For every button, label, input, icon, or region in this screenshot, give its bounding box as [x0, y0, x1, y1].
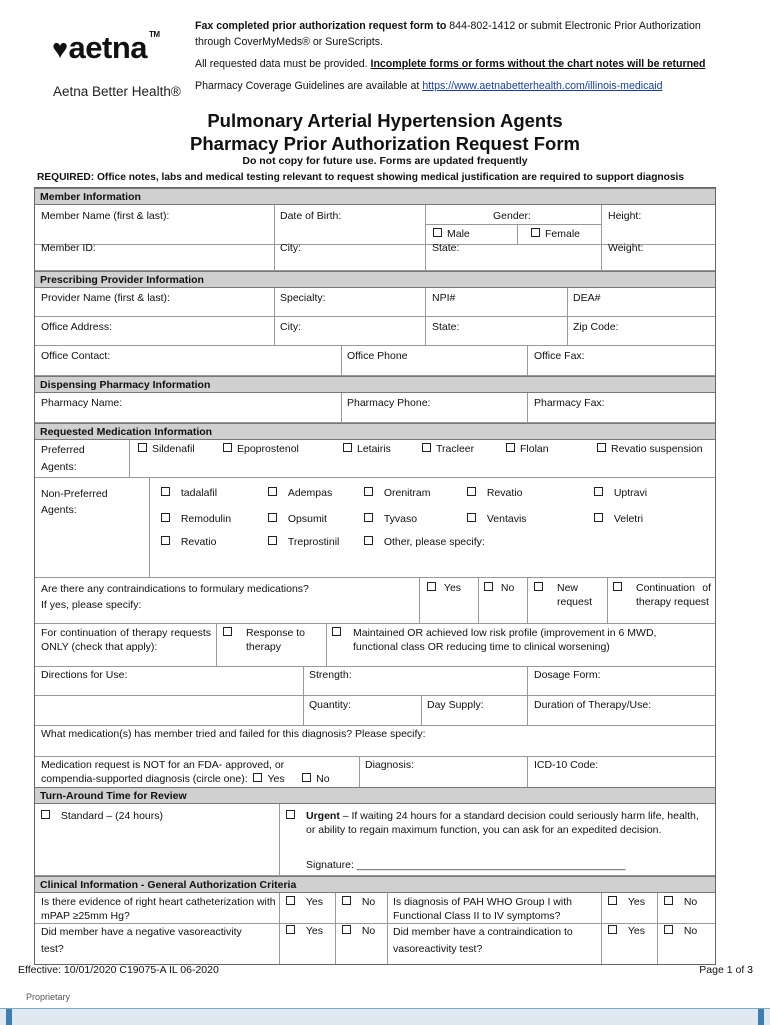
proprietary-label: Proprietary: [26, 992, 71, 1002]
pharmacy-row: [35, 393, 715, 423]
section-pharmacy: Dispensing Pharmacy Information: [35, 376, 715, 393]
icd-field[interactable]: ICD-10 Code:: [534, 759, 599, 771]
preferred-option[interactable]: [597, 442, 703, 456]
q1-yes-option[interactable]: [286, 895, 323, 909]
zip-field[interactable]: Zip Code:: [573, 321, 619, 333]
not-fda-question: [41, 758, 331, 786]
quantity-row: [35, 696, 715, 726]
section-provider: Prescribing Provider Information: [35, 271, 715, 288]
strength-field[interactable]: Strength:: [309, 669, 352, 681]
checkbox[interactable]: [364, 513, 373, 522]
directions-row: [35, 667, 715, 696]
checkbox[interactable]: [286, 810, 295, 819]
q3-no-option[interactable]: [342, 924, 375, 938]
checkbox[interactable]: [364, 487, 373, 496]
clinical-q2: Is diagnosis of PAH WHO Group I with Functional Class II to IV symptoms?: [393, 896, 572, 922]
maintained-option[interactable]: [332, 626, 346, 640]
no-label: No: [361, 925, 376, 937]
checkbox[interactable]: [433, 228, 442, 237]
duration-field[interactable]: Duration of Therapy/Use:: [534, 699, 652, 711]
authorization-form: [34, 187, 716, 965]
provider-city-field[interactable]: City:: [280, 321, 301, 333]
section-member: Member Information: [35, 188, 715, 205]
option-label: Revatio suspension: [611, 443, 703, 455]
page-header: [0, 0, 770, 110]
requested-plain: All requested data must be provided.: [195, 58, 371, 70]
no-label: No: [683, 925, 698, 937]
checkbox[interactable]: [608, 896, 617, 905]
option-label: Sildenafil: [152, 443, 195, 455]
no-label: No: [500, 582, 515, 594]
option-label: Uptravi: [613, 487, 648, 499]
preferred-option[interactable]: [343, 442, 391, 456]
checkbox[interactable]: [506, 443, 515, 452]
office-fax-field[interactable]: Office Fax:: [534, 350, 585, 362]
checkbox[interactable]: [253, 773, 262, 782]
checkbox[interactable]: [608, 925, 617, 934]
checkbox[interactable]: [467, 513, 476, 522]
checkbox[interactable]: [41, 810, 50, 819]
guidelines-link[interactable]: https://www.aetnabetterhealth.com/illinois-medicaid: [422, 80, 663, 92]
female-label: Female: [545, 228, 581, 240]
clinical-q4: Did member have a contraindication to vasoreactivity test?: [393, 926, 573, 955]
section-clinical: Clinical Information - General Authorization Criteria: [35, 876, 715, 893]
urgent-option[interactable]: [286, 809, 300, 823]
effective-date: Effective: 10/01/2020 C19075-A IL 06-2020: [18, 964, 219, 976]
form-title-line1: Pulmonary Arterial Hypertension Agents: [207, 110, 563, 131]
provider-name-field[interactable]: Provider Name (first & last):: [41, 292, 170, 304]
option-label: Tyvaso: [383, 513, 418, 525]
requested-bold: Incomplete forms or forms without the chart notes will be returned: [370, 58, 706, 70]
yes-label: Yes: [627, 896, 645, 908]
specialty-field[interactable]: Specialty:: [280, 292, 326, 304]
nonpreferred-option[interactable]: [467, 512, 527, 526]
urgent-bold: Urgent: [306, 810, 340, 822]
checkbox[interactable]: [138, 443, 147, 452]
yes-label: Yes: [627, 925, 645, 937]
q1-no-option[interactable]: [342, 895, 375, 909]
gender-male-option[interactable]: [433, 227, 470, 241]
checkbox[interactable]: [223, 443, 232, 452]
q4-no-option[interactable]: [664, 924, 697, 938]
checkbox[interactable]: [342, 896, 351, 905]
preferred-agents-label: Preferred Agents:: [41, 444, 85, 473]
contra-no-option[interactable]: [484, 581, 514, 595]
yes-label: Yes: [443, 582, 462, 594]
checkbox[interactable]: [427, 582, 436, 591]
contraindications-row: [35, 578, 715, 624]
gender-label: Gender:: [493, 210, 531, 222]
gender-female-option[interactable]: [531, 227, 580, 241]
member-id-field[interactable]: Member ID:: [41, 242, 96, 254]
nonpreferred-option[interactable]: [268, 512, 327, 526]
not-fda-text: Medication request is NOT for an FDA- approved, or compendia-supported diagnosis (circle one):: [41, 759, 285, 785]
nonpreferred-option[interactable]: [364, 486, 431, 500]
option-label: Orenitram: [383, 487, 431, 499]
member-state-field[interactable]: State:: [432, 242, 460, 254]
option-label: Other, please specify:: [383, 536, 485, 548]
checkbox[interactable]: [268, 513, 277, 522]
new-request-label: New request: [557, 582, 593, 608]
fax-line-bold: Fax completed prior authorization request form to: [195, 20, 447, 32]
fax-instructions: [195, 18, 735, 94]
aetna-logo: ♥aetna ™: [52, 30, 160, 65]
guidelines-text: Pharmacy Coverage Guidelines are available at: [195, 80, 423, 92]
continuation-only-label: For continuation of therapy requests ONLY (check that apply):: [41, 627, 211, 653]
no-label: No: [683, 896, 698, 908]
checkbox[interactable]: [597, 443, 606, 452]
form-subtitle: Do not copy for future use. Forms are updated frequently: [242, 155, 528, 167]
preferred-option[interactable]: [223, 442, 299, 456]
checkbox[interactable]: [161, 487, 170, 496]
heart-icon: ♥: [52, 34, 68, 64]
option-label: Opsumit: [287, 513, 327, 525]
dob-field[interactable]: Date of Birth:: [280, 210, 342, 222]
nonpreferred-option[interactable]: [161, 535, 216, 549]
response-option[interactable]: [223, 626, 237, 640]
option-label: Epoprostenol: [237, 443, 299, 455]
checkbox[interactable]: [664, 925, 673, 934]
clinical-row-1: [35, 893, 715, 923]
standard-label: Standard – (24 hours): [60, 810, 163, 822]
yes-label: Yes: [305, 925, 323, 937]
contra-q-line2: If yes, please specify:: [41, 599, 142, 611]
bottom-bar: [0, 1008, 770, 1025]
checkbox[interactable]: [467, 487, 476, 496]
option-label: Adempas: [287, 487, 333, 499]
yes-label: Yes: [267, 773, 285, 785]
logo-text: aetna: [68, 30, 148, 65]
clinical-q1: Is there evidence of right heart catheterization with mPAP ≥25mm Hg?: [41, 896, 276, 922]
directions-field[interactable]: Directions for Use:: [41, 669, 128, 681]
section-turnaround: Turn-Around Time for Review: [35, 787, 715, 804]
nonpreferred-option[interactable]: [268, 535, 339, 549]
nonpreferred-agents-label: Non-Preferred Agents:: [41, 488, 108, 516]
maintained-label: Maintained OR achieved low risk profile (improvement in 6 MWD, functional class OR reducing time to clinical worsening): [353, 627, 657, 653]
standard-option[interactable]: [41, 809, 163, 823]
option-label: Tracleer: [436, 443, 475, 455]
no-label: No: [361, 896, 376, 908]
provider-row-1: [35, 288, 715, 317]
nonpreferred-option[interactable]: [594, 512, 643, 526]
q2-yes-option[interactable]: [608, 895, 645, 909]
diagnosis-field[interactable]: Diagnosis:: [365, 759, 415, 771]
urgent-text: – If waiting 24 hours for a standard decision could seriously harm life, health, or ability to regain maximum function, you can ask for an expedited decision.: [306, 810, 699, 836]
height-field[interactable]: Height:: [608, 210, 642, 222]
option-label: tadalafil: [180, 487, 218, 499]
checkbox[interactable]: [161, 536, 170, 545]
tried-failed-row: [35, 726, 715, 757]
checkbox[interactable]: [223, 627, 232, 636]
q4-yes-option[interactable]: [608, 924, 645, 938]
checkbox[interactable]: [302, 773, 311, 782]
pharmacy-fax-field[interactable]: Pharmacy Fax:: [534, 397, 605, 409]
logo-subtitle: Aetna Better Health®: [53, 84, 181, 99]
nonpreferred-option[interactable]: [161, 512, 231, 526]
office-phone-field[interactable]: Office Phone: [347, 350, 408, 362]
pharmacy-phone-field[interactable]: Pharmacy Phone:: [347, 397, 431, 409]
member-name-field[interactable]: Member Name (first & last):: [41, 210, 170, 222]
diagnosis-row: [35, 757, 715, 789]
pharmacy-name-field[interactable]: Pharmacy Name:: [41, 397, 123, 409]
dosage-form-field[interactable]: Dosage Form:: [534, 669, 601, 681]
new-request-option[interactable]: [534, 581, 548, 595]
checkbox[interactable]: [613, 582, 622, 591]
checkbox[interactable]: [268, 487, 277, 496]
contra-yes-option[interactable]: [427, 581, 461, 595]
checkbox[interactable]: [422, 443, 431, 452]
turnaround-row: [35, 804, 715, 876]
fax-line-rest: 844-802-1412 or submit Electronic Prior Authorization through CoverMyMeds® or SureScripts.: [195, 20, 701, 48]
provider-row-2: [35, 317, 715, 346]
continuation-option[interactable]: [613, 581, 627, 595]
continuation-label: Continuation of therapy request: [636, 582, 711, 608]
section-medication: Requested Medication Information: [35, 423, 715, 440]
member-row-1: [35, 205, 715, 245]
contra-q-line1: Are there any contraindications to formulary medications?: [41, 583, 309, 595]
checkbox[interactable]: [531, 228, 540, 237]
option-label: Remodulin: [180, 513, 232, 525]
nonpreferred-option[interactable]: [161, 486, 217, 500]
signature-field[interactable]: Signature: ______________________________________________: [306, 859, 626, 871]
checkbox[interactable]: [534, 582, 543, 591]
checkbox[interactable]: [286, 925, 295, 934]
contraindications-question: [41, 581, 309, 613]
nonpreferred-option[interactable]: [364, 535, 485, 549]
urgent-label: [306, 809, 706, 837]
option-label: Treprostinil: [287, 536, 340, 548]
provider-row-3: [35, 346, 715, 376]
option-label: Veletri: [613, 513, 644, 525]
preferred-option[interactable]: [506, 442, 549, 456]
member-city-field[interactable]: City:: [280, 242, 301, 254]
clinical-q3: Did member have a negative vasoreactivity test?: [41, 926, 242, 955]
page-number: Page 1 of 3: [699, 964, 753, 976]
form-title-line2: Pharmacy Prior Authorization Request Form: [190, 133, 580, 154]
checkbox[interactable]: [364, 536, 373, 545]
checkbox[interactable]: [484, 582, 493, 591]
checkbox[interactable]: [286, 896, 295, 905]
office-contact-field[interactable]: Office Contact:: [41, 350, 111, 362]
male-label: Male: [447, 228, 470, 240]
checkbox[interactable]: [343, 443, 352, 452]
npi-field[interactable]: NPI#: [432, 292, 456, 304]
nonpreferred-option[interactable]: [467, 486, 522, 500]
provider-state-field[interactable]: State:: [432, 321, 460, 333]
option-label: Revatio: [486, 487, 523, 499]
clinical-row-2: [35, 923, 715, 964]
checkbox[interactable]: [332, 627, 341, 636]
checkbox[interactable]: [161, 513, 170, 522]
option-label: Flolan: [520, 443, 549, 455]
option-label: Letairis: [357, 443, 391, 455]
option-label: Revatio: [180, 536, 217, 548]
option-label: Ventavis: [486, 513, 527, 525]
tried-failed-field[interactable]: What medication(s) has member tried and failed for this diagnosis? Please specify:: [41, 728, 426, 740]
nonpreferred-option[interactable]: [594, 486, 647, 500]
day-supply-field[interactable]: Day Supply:: [427, 699, 484, 711]
dea-field[interactable]: DEA#: [573, 292, 601, 304]
preferred-option[interactable]: [138, 442, 195, 456]
preferred-agents-row: [35, 440, 715, 478]
checkbox[interactable]: [268, 536, 277, 545]
nonpreferred-option[interactable]: [268, 486, 332, 500]
checkbox[interactable]: [342, 925, 351, 934]
nonpreferred-agents-row: [35, 478, 715, 578]
preferred-option[interactable]: [422, 442, 474, 456]
checkbox[interactable]: [594, 487, 603, 496]
quantity-field[interactable]: Quantity:: [309, 699, 352, 711]
member-row-2: [35, 242, 715, 271]
q2-no-option[interactable]: [664, 895, 697, 909]
q3-yes-option[interactable]: [286, 924, 323, 938]
yes-label: Yes: [305, 896, 323, 908]
no-label: No: [316, 773, 330, 785]
office-address-field[interactable]: Office Address:: [41, 321, 113, 333]
continuation-therapy-row: [35, 624, 715, 667]
required-note: REQUIRED: Office notes, labs and medical testing relevant to request showing medical justification are required to support diagnosis: [37, 172, 685, 183]
nonpreferred-option[interactable]: [364, 512, 417, 526]
checkbox[interactable]: [664, 896, 673, 905]
response-label: Response to therapy: [246, 627, 305, 653]
checkbox[interactable]: [594, 513, 603, 522]
weight-field[interactable]: Weight:: [608, 242, 644, 254]
